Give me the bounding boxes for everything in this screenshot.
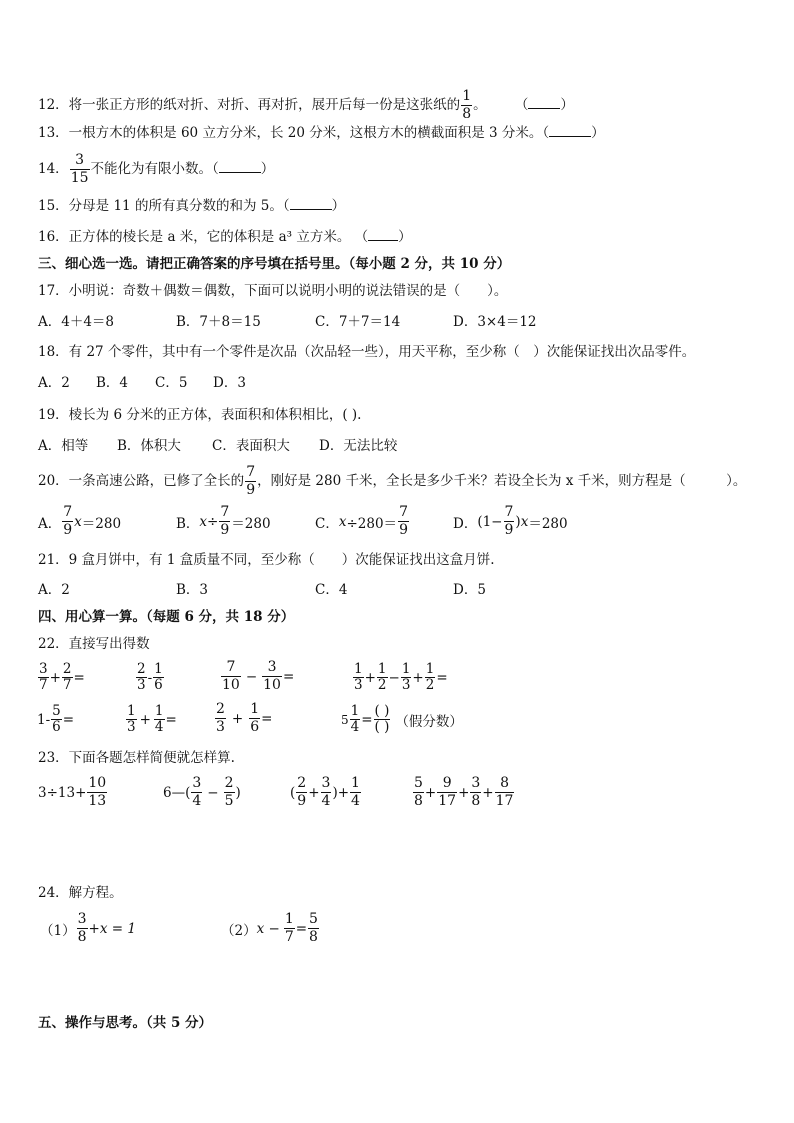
option-a[interactable]: A．相等 xyxy=(38,438,89,454)
option-a[interactable]: A．2 xyxy=(38,582,70,598)
question-21: 21．9 盒月饼中，有 1 盒质量不同，至少称（ ）次能保证找出这盒月饼. xyxy=(38,552,495,568)
option-b[interactable]: B．4 xyxy=(96,375,129,391)
option-d[interactable]: D．无法比较 xyxy=(319,438,398,454)
calc-item: 3÷13+ $\frac{10}{13}$ xyxy=(38,775,107,809)
question-12: 12．将一张正方形的纸对折、对折、再对折，展开后每一份是这张纸的 $\frac{1}{8}$ 。 （ ） xyxy=(38,88,574,122)
calc-item: ( $\frac{2}{9}$ + $\frac{3}{4}$ )+ $\frac{1}{4}$ xyxy=(290,775,360,809)
calc-item: 6—( $\frac{3}{4}$ − $\frac{2}{5}$ ) xyxy=(163,775,241,809)
option-c[interactable]: C．4 xyxy=(315,582,348,598)
calc-item: $\frac{3}{7}$ + $\frac{2}{7}$ = xyxy=(39,661,85,693)
calc-item: $\frac{2}{3}$ + $\frac{1}{6}$ = xyxy=(216,701,273,735)
calc-item: $\frac{1}{3}$ + $\frac{1}{2}$ − $\frac{1}{3}$ + $\frac{1}{2}$ = xyxy=(354,661,448,693)
equation-2: （2） x − $\frac{1}{7}$ = $\frac{5}{8}$ xyxy=(221,911,318,945)
section-5-heading: 五、操作与思考。（共 5 分） xyxy=(38,1015,213,1031)
option-c[interactable]: C．表面积大 xyxy=(212,438,290,454)
option-b[interactable]: B．7＋8＝15 xyxy=(176,314,261,330)
answer-blank[interactable] xyxy=(549,124,591,137)
calc-item-improper: 5 $\frac{1}{4}$ = $\frac{( )}{( )}$ （假分数） xyxy=(341,703,463,735)
option-d[interactable]: D．3 xyxy=(213,375,246,391)
question-23: 23．下面各题怎样简便就怎样算. xyxy=(38,750,235,766)
option-c[interactable]: C．7＋7＝14 xyxy=(315,314,401,330)
calc-item: $\frac{7}{10}$ − $\frac{3}{10}$ = xyxy=(222,659,295,693)
q12-text: 12．将一张正方形的纸对折、对折、再对折，展开后每一份是这张纸的 xyxy=(38,97,461,113)
question-17: 17．小明说：奇数＋偶数＝偶数，下面可以说明小明的说法错误的是（ ）。 xyxy=(38,283,508,299)
option-d[interactable]: D．5 xyxy=(453,582,486,598)
answer-blank[interactable] xyxy=(290,197,332,210)
question-20: 20．一条高速公路，已修了全长的 $\frac{7}{9}$ ，刚好是 280 千米，全长是多少千米？若设全长为 x 千米，则方程是（ ）。 xyxy=(38,464,747,498)
fraction-1-8: $\frac{1}{8}$ xyxy=(462,88,472,122)
question-18: 18．有 27 个零件，其中有一个零件是次品（次品轻一些），用天平称，至少称（ ）次能保证找出次品零件。 xyxy=(38,344,696,360)
question-13: 13．一根方木的体积是 60 立方分米，长 20 分米，这根方木的横截面积是 3 分米。（ ） xyxy=(38,125,605,141)
option-d[interactable]: D． (1− $\frac{7}{9}$ ) x ＝280 xyxy=(453,504,568,538)
section-4-heading: 四、用心算一算。（每题 6 分，共 18 分） xyxy=(38,609,295,625)
question-15: 15．分母是 11 的所有真分数的和为 5。（ ） xyxy=(38,198,346,214)
answer-blank[interactable] xyxy=(219,160,261,173)
question-19: 19．棱长为 6 分米的正方体，表面积和体积相比，( ). xyxy=(38,407,362,423)
option-c[interactable]: C． x ÷280＝ $\frac{7}{9}$ xyxy=(315,504,408,538)
fraction-7-9: $\frac{7}{9}$ xyxy=(246,464,256,498)
option-c[interactable]: C．5 xyxy=(155,375,188,391)
question-16: 16．正方体的棱长是 a 米，它的体积是 a³ 立方米。 （ ） xyxy=(38,229,412,245)
question-22: 22．直接写出得数 xyxy=(38,636,150,652)
calc-item: 1- $\frac{5}{6}$ = xyxy=(37,703,75,735)
question-24: 24．解方程。 xyxy=(38,885,123,901)
option-b[interactable]: B．体积大 xyxy=(117,438,181,454)
option-d[interactable]: D．3×4＝12 xyxy=(453,314,537,330)
calc-item: $\frac{5}{8}$ + $\frac{9}{17}$ + $\frac{3}{8}$ + $\frac{8}{17}$ xyxy=(414,775,514,809)
answer-blank[interactable] xyxy=(528,96,560,109)
option-a[interactable]: A． $\frac{7}{9}$ x ＝280 xyxy=(38,504,122,538)
option-a[interactable]: A．2 xyxy=(38,375,70,391)
calc-item: $\frac{1}{3}$ + $\frac{1}{4}$ = xyxy=(127,703,177,735)
section-3-heading: 三、细心选一选。请把正确答案的序号填在括号里。（每小题 2 分，共 10 分） xyxy=(38,256,511,272)
answer-blank[interactable] xyxy=(368,228,398,241)
fraction-3-15: $\frac{3}{15}$ xyxy=(70,152,89,186)
equation-1: （1） $\frac{3}{8}$ +x = 1 xyxy=(40,911,136,945)
option-a[interactable]: A．4＋4＝8 xyxy=(38,314,115,330)
calc-item: $\frac{2}{3}$ - $\frac{1}{6}$ xyxy=(137,661,163,693)
option-b[interactable]: B． x ÷ $\frac{7}{9}$ ＝280 xyxy=(176,504,271,538)
option-b[interactable]: B．3 xyxy=(176,582,209,598)
question-14: 14． $\frac{3}{15}$ 不能化为有限小数。（ ） xyxy=(38,152,275,186)
